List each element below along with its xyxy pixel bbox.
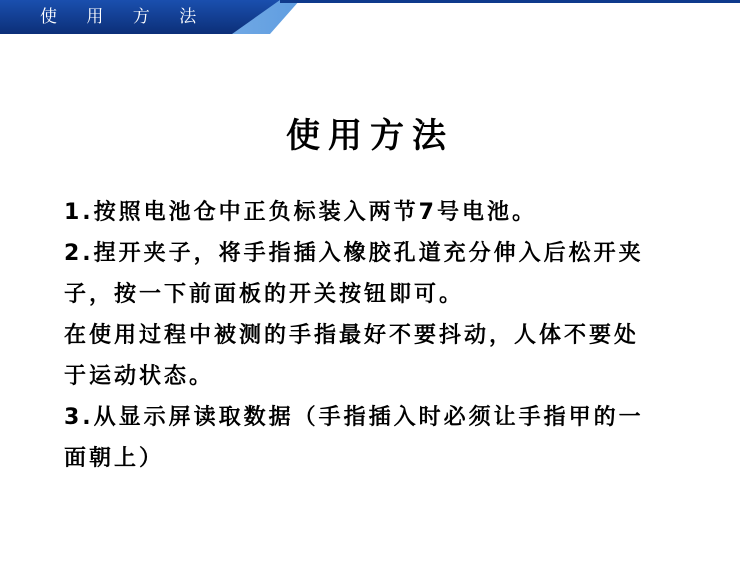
header-title: 使 用 方 法 — [40, 7, 209, 27]
instructions-body — [64, 192, 704, 479]
instruction-line: 在使用过程中被测的手指最好不要抖动，人体不要处 — [64, 323, 640, 348]
instruction-line: 面朝上） — [64, 446, 165, 471]
instruction-line: 子，按一下前面板的开关按钮即可。 — [64, 282, 465, 307]
instruction-line: 1.按照电池仓中正负标装入两节7号电池。 — [64, 200, 537, 225]
header-bar — [0, 0, 740, 34]
instruction-line: 2.捏开夹子，将手指插入橡胶孔道充分伸入后松开夹 — [64, 241, 644, 266]
header-top-line — [280, 0, 740, 3]
instruction-line: 3.从显示屏读取数据（手指插入时必须让手指甲的一 — [64, 405, 644, 430]
instruction-line: 于运动状态。 — [64, 364, 215, 389]
page-title: 使用方法 — [286, 116, 454, 156]
